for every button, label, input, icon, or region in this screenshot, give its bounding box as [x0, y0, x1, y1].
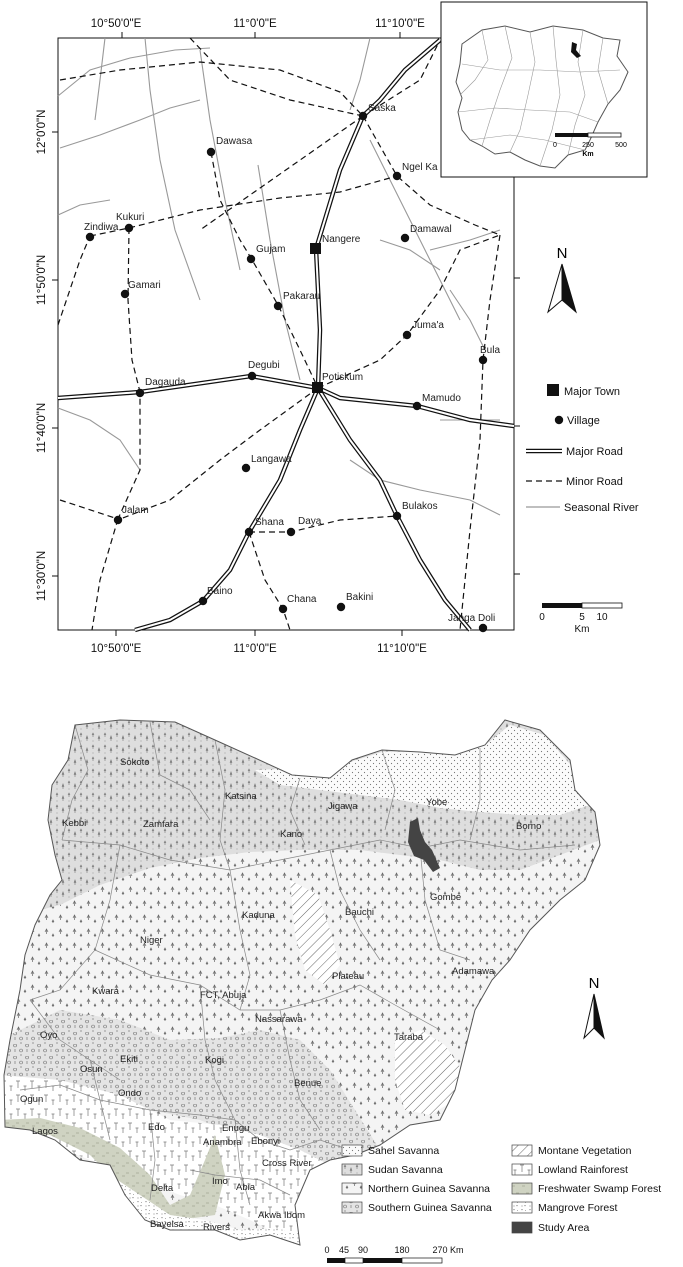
state-label: Imo: [212, 1176, 228, 1187]
place-label: Juma'a: [412, 320, 444, 331]
village-marker: [337, 603, 345, 611]
state-label: Benue: [294, 1078, 322, 1089]
y-tick: 11°30'0"N: [36, 550, 48, 602]
legend-label: Sahel Savanna: [368, 1145, 440, 1157]
place-label: Shana: [255, 517, 284, 528]
place-label: Bula: [480, 345, 501, 356]
village-marker: [86, 233, 94, 241]
northern-guinea-swatch: [342, 1183, 362, 1194]
village-marker: [248, 372, 256, 380]
village-marker: [393, 172, 401, 180]
state-label: FCT, Abuja: [200, 990, 247, 1001]
village-marker: [393, 512, 401, 520]
state-label: Kebbi: [62, 818, 87, 829]
village-marker: [479, 356, 487, 364]
x-tick-top: 11°10'0"E: [375, 18, 425, 30]
north-label: N: [556, 245, 568, 262]
state-label: Lagos: [32, 1126, 58, 1137]
village-marker: [247, 255, 255, 263]
village-marker: [279, 605, 287, 613]
mangrove-swatch: [512, 1202, 532, 1213]
state-label: Kano: [280, 829, 303, 840]
state-label: Ebonyi: [251, 1136, 281, 1147]
place-label: Pakarau: [283, 291, 321, 302]
village-marker: [125, 224, 133, 232]
legend-label: Southern Guinea Savanna: [368, 1202, 492, 1214]
scale-tick: 0: [324, 1245, 330, 1255]
legend-label: Montane Vegetation: [538, 1145, 632, 1157]
place-label: Dagauda: [145, 377, 186, 388]
top-scale-bar: [539, 603, 622, 635]
montane-swatch: [512, 1145, 532, 1156]
state-label: Plateau: [332, 971, 365, 982]
state-label: Enugu: [222, 1123, 250, 1134]
place-label: Bakini: [346, 592, 374, 603]
state-label: Akwa Ibom: [258, 1210, 305, 1221]
state-label: Anambra: [203, 1137, 242, 1148]
north-label: N: [588, 975, 600, 992]
state-label: Cross River: [262, 1158, 312, 1169]
inset-scale-unit: Km: [582, 151, 594, 158]
place-label: Gujam: [256, 244, 286, 255]
state-label: Ondo: [118, 1088, 142, 1099]
legend-label: Study Area: [538, 1222, 590, 1234]
top-legend: [526, 384, 639, 514]
legend-label: Minor Road: [566, 476, 623, 488]
legend-label: Major Town: [564, 386, 621, 398]
study-area-swatch: [512, 1222, 532, 1233]
village-marker: [242, 464, 250, 472]
state-label: Zamfara: [143, 819, 179, 830]
scale-tick: 0: [539, 612, 545, 623]
village-marker: [274, 302, 282, 310]
place-label: Baino: [207, 586, 233, 597]
place-label: Daya: [298, 516, 322, 527]
village-marker: [207, 148, 215, 156]
north-arrow-icon: [548, 245, 576, 312]
village-marker: [359, 112, 367, 120]
village-marker: [403, 331, 411, 339]
state-label: Gombe: [430, 892, 462, 903]
place-label: Bulakos: [402, 501, 438, 512]
place-label: Mamudo: [422, 393, 461, 404]
state-label: Bauchi: [345, 907, 375, 918]
state-label: Nassarawa: [255, 1014, 303, 1025]
legend-label: Northern Guinea Savanna: [368, 1183, 490, 1195]
sudan-swatch: [342, 1164, 362, 1175]
legend-label: Lowland Rainforest: [538, 1164, 628, 1176]
village-marker: [114, 516, 122, 524]
scale-unit: Km: [574, 624, 590, 635]
legend-label: Seasonal River: [564, 502, 639, 514]
place-label: Nangere: [322, 234, 361, 245]
village-marker: [413, 402, 421, 410]
state-label: Osun: [80, 1064, 103, 1075]
state-label: Ekiti: [120, 1054, 138, 1065]
state-label: Yobe: [426, 797, 448, 808]
legend-label: Freshwater Swamp Forest: [538, 1183, 662, 1195]
inset-scale-tick: 500: [615, 142, 627, 149]
village-marker: [121, 290, 129, 298]
scale-tick: 45: [338, 1245, 350, 1255]
scale-tick: 270: [432, 1245, 448, 1255]
state-label: Delta: [151, 1183, 174, 1194]
y-tick: 11°50'0"N: [36, 254, 48, 306]
inset-map: [441, 2, 647, 177]
major-town-marker: [312, 382, 323, 393]
state-label: Borno: [516, 821, 542, 832]
village-icon: [555, 416, 563, 424]
inset-scale-tick: 250: [582, 142, 594, 149]
x-tick-bottom: 10°50'0"E: [90, 643, 142, 655]
place-label: Ngel Ka: [402, 162, 438, 173]
swamp-swatch: [512, 1183, 532, 1194]
state-label: Kwara: [92, 986, 119, 997]
state-label: Edo: [148, 1122, 165, 1133]
legend-label: Sudan Savanna: [368, 1164, 443, 1176]
legend-label: Mangrove Forest: [538, 1202, 618, 1214]
place-label: Chana: [287, 594, 317, 605]
x-tick-bottom: 11°0'0"E: [233, 643, 277, 655]
state-label: Kaduna: [242, 910, 275, 921]
place-label: Kukuri: [116, 212, 145, 223]
state-label: Bayelsa: [150, 1219, 184, 1230]
village-marker: [245, 528, 253, 536]
place-label: Gamari: [128, 280, 161, 291]
place-label: Langawa: [251, 454, 292, 465]
state-label: Abia: [236, 1182, 256, 1193]
village-marker: [479, 624, 487, 632]
state-label: Adamawa: [452, 966, 495, 977]
bottom-map: [0, 690, 683, 1267]
place-label: Saska: [368, 103, 396, 114]
x-tick-top: 11°0'0"E: [233, 18, 277, 30]
scale-tick: 10: [596, 612, 608, 623]
state-label: Niger: [140, 935, 163, 946]
place-label: Zindiwa: [84, 222, 119, 233]
legend-label: Major Road: [566, 446, 623, 458]
village-marker: [401, 234, 409, 242]
place-label: Damawal: [410, 224, 452, 235]
village-marker: [136, 389, 144, 397]
major-town-marker: [310, 243, 321, 254]
state-label: Sokoto: [120, 757, 150, 768]
y-tick: 11°40'0"N: [36, 402, 48, 454]
southern-guinea-swatch: [342, 1202, 362, 1213]
village-marker: [287, 528, 295, 536]
place-label: Jalam: [122, 505, 149, 516]
state-label: Oyo: [40, 1030, 58, 1041]
top-map: [36, 2, 647, 655]
scale-tick: 90: [357, 1245, 369, 1255]
scale-unit: Km: [450, 1245, 464, 1255]
village-marker: [199, 597, 207, 605]
place-label: Janga Doli: [448, 613, 496, 624]
lowland-swatch: [512, 1164, 532, 1175]
vegetation-legend: [342, 1145, 661, 1234]
state-label: Kogi: [205, 1055, 225, 1066]
place-label: Degubi: [248, 360, 280, 371]
y-tick: 12°0'0"N: [36, 109, 48, 155]
legend-label: Village: [567, 415, 600, 427]
x-tick-bottom: 11°10'0"E: [377, 643, 427, 655]
north-arrow-icon: [584, 975, 604, 1038]
scale-tick: 180: [394, 1245, 410, 1255]
state-label: Rivers: [203, 1222, 230, 1233]
x-tick-top: 10°50'0"E: [90, 18, 142, 30]
place-label: Potiskum: [322, 372, 364, 383]
scale-tick: 5: [579, 612, 585, 623]
state-label: Taraba: [394, 1032, 424, 1043]
state-label: Ogun: [20, 1094, 44, 1105]
bottom-scale-bar: [324, 1245, 463, 1263]
major-town-icon: [547, 384, 559, 396]
sahel-swatch: [342, 1145, 362, 1156]
state-label: Katsina: [225, 791, 257, 802]
state-label: Jigawa: [328, 801, 358, 812]
place-label: Dawasa: [216, 136, 253, 147]
inset-scale-tick: 0: [553, 142, 557, 149]
